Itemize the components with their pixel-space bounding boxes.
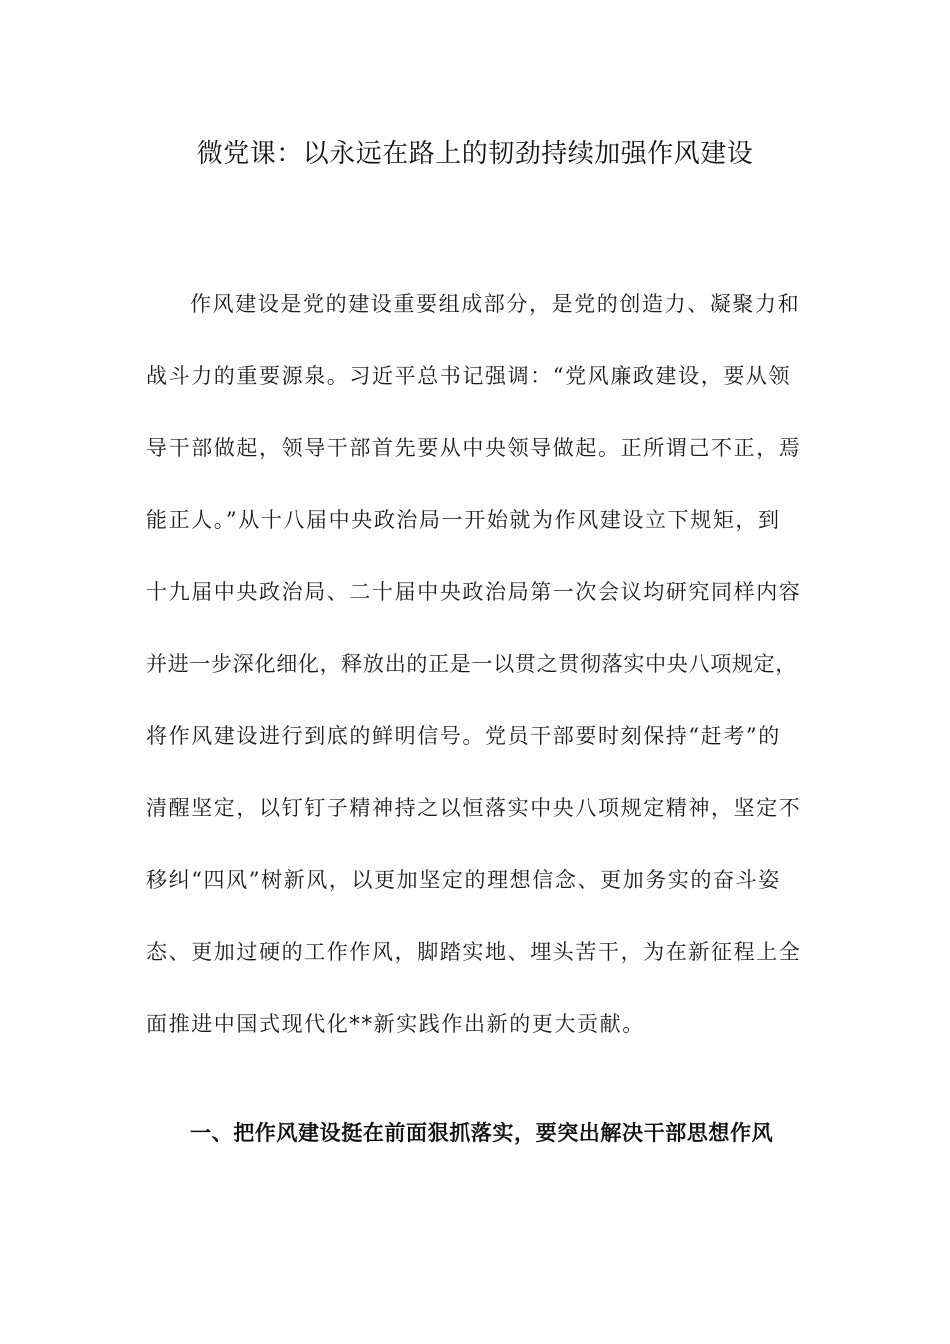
paragraph-line: 移纠“四风”树新风，以更加坚定的理想信念、更加务实的奋斗姿: [146, 868, 781, 892]
paragraph-line: 并进一步深化细化，释放出的正是一以贯之贯彻落实中央八项规定，: [146, 652, 797, 676]
paragraph-line: 清醒坚定，以钉钉子精神持之以恒落实中央八项规定精神，坚定不: [146, 796, 802, 820]
paragraph-line: 十九届中央政治局、二十届中央政治局第一次会议均研究同样内容: [146, 580, 802, 604]
paragraph-line: 作风建设是党的建设重要组成部分，是党的创造力、凝聚力和: [190, 292, 801, 316]
paragraph-line: 战斗力的重要源泉。习近平总书记强调：“党风廉政建设，要从领: [146, 364, 792, 388]
paragraph-line: 将作风建设进行到底的鲜明信号。党员干部要时刻保持“赶考”的: [146, 724, 781, 748]
paragraph-line: 面推进中国式现代化**新实践作出新的更大贡献。: [146, 1012, 645, 1036]
section-heading: 一、把作风建设挺在前面狠抓落实，要突出解决干部思想作风: [190, 1121, 774, 1145]
paragraph-line: 能正人。”从十八届中央政治局一开始就为作风建设立下规矩，到: [146, 508, 781, 532]
paragraph-line: 态、更加过硬的工作作风，脚踏实地、埋头苦干，为在新征程上全: [146, 940, 802, 964]
paragraph-line: 导干部做起，领导干部首先要从中央领导做起。正所谓己不正，焉: [146, 436, 802, 460]
document-title: 微党课：以永远在路上的韧劲持续加强作风建设: [196, 139, 754, 169]
